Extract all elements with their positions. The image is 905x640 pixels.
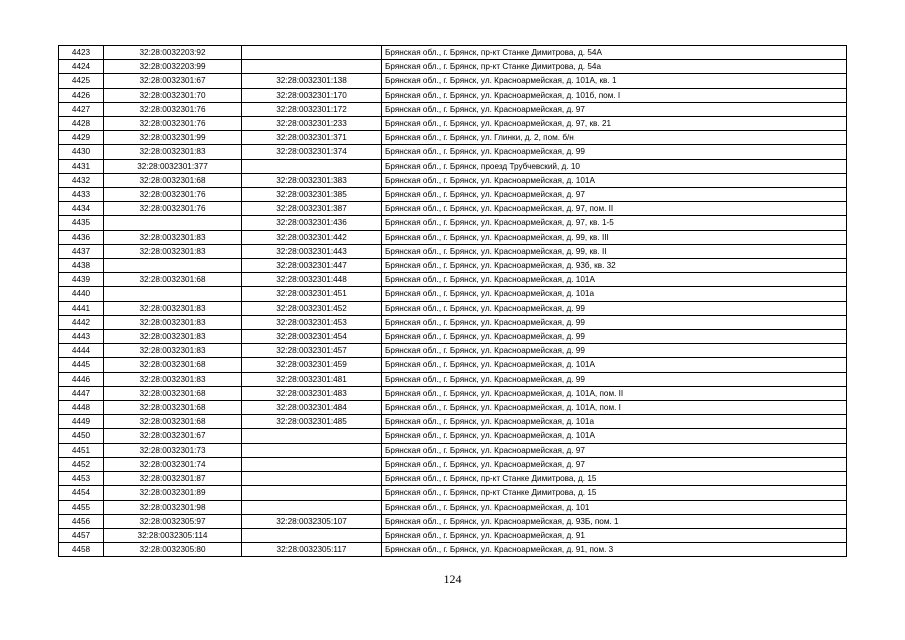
- building-cadastral-number-cell: 32:28:0032301:383: [242, 173, 382, 187]
- land-cadastral-number-cell: 32:28:0032301:74: [104, 457, 242, 471]
- row-number-cell: 4456: [59, 514, 104, 528]
- table-row: [59, 202, 847, 216]
- building-cadastral-number-cell: 32:28:0032305:117: [242, 543, 382, 557]
- building-cadastral-number-cell: [242, 443, 382, 457]
- row-number-cell: 4458: [59, 543, 104, 557]
- address-cell: Брянская обл., г. Брянск, проезд Трубчевский, д. 10: [382, 159, 847, 173]
- table-row: [59, 244, 847, 258]
- row-number-cell: 4455: [59, 500, 104, 514]
- address-cell: Брянская обл., г. Брянск, ул. Красноармейская, д. 101А, кв. 1: [382, 74, 847, 88]
- building-cadastral-number-cell: 32:28:0032301:481: [242, 372, 382, 386]
- building-cadastral-number-cell: 32:28:0032301:233: [242, 117, 382, 131]
- building-cadastral-number-cell: 32:28:0032301:172: [242, 102, 382, 116]
- land-cadastral-number-cell: 32:28:0032301:83: [104, 344, 242, 358]
- land-cadastral-number-cell: 32:28:0032301:83: [104, 315, 242, 329]
- building-cadastral-number-cell: 32:28:0032301:374: [242, 145, 382, 159]
- building-cadastral-number-cell: 32:28:0032301:485: [242, 415, 382, 429]
- building-cadastral-number-cell: [242, 429, 382, 443]
- table-row: [59, 500, 847, 514]
- land-cadastral-number-cell: 32:28:0032301:87: [104, 472, 242, 486]
- row-number-cell: 4436: [59, 230, 104, 244]
- table-row: [59, 131, 847, 145]
- land-cadastral-number-cell: 32:28:0032301:68: [104, 273, 242, 287]
- land-cadastral-number-cell: 32:28:0032301:68: [104, 358, 242, 372]
- address-cell: Брянская обл., г. Брянск, ул. Красноармейская, д. 101А: [382, 429, 847, 443]
- land-cadastral-number-cell: 32:28:0032301:68: [104, 386, 242, 400]
- table-row: [59, 74, 847, 88]
- table-row: [59, 429, 847, 443]
- table-row: [59, 117, 847, 131]
- address-cell: Брянская обл., г. Брянск, ул. Красноармейская, д. 99, кв. II: [382, 244, 847, 258]
- address-cell: Брянская обл., г. Брянск, ул. Красноармейская, д. 99: [382, 145, 847, 159]
- row-number-cell: 4424: [59, 60, 104, 74]
- table-row: [59, 401, 847, 415]
- table-row: [59, 330, 847, 344]
- row-number-cell: 4425: [59, 74, 104, 88]
- land-cadastral-number-cell: 32:28:0032301:76: [104, 102, 242, 116]
- row-number-cell: 4434: [59, 202, 104, 216]
- land-cadastral-number-cell: 32:28:0032301:377: [104, 159, 242, 173]
- table-row: [59, 46, 847, 60]
- table-row: [59, 301, 847, 315]
- table-row: [59, 372, 847, 386]
- address-cell: Брянская обл., г. Брянск, ул. Красноармейская, д. 101б, пом. I: [382, 88, 847, 102]
- table-row: [59, 230, 847, 244]
- land-cadastral-number-cell: 32:28:0032203:92: [104, 46, 242, 60]
- land-cadastral-number-cell: 32:28:0032305:80: [104, 543, 242, 557]
- building-cadastral-number-cell: 32:28:0032301:451: [242, 287, 382, 301]
- building-cadastral-number-cell: [242, 472, 382, 486]
- address-cell: Брянская обл., г. Брянск, ул. Красноармейская, д. 101А: [382, 358, 847, 372]
- building-cadastral-number-cell: 32:28:0032301:484: [242, 401, 382, 415]
- table-row: [59, 486, 847, 500]
- table-row: [59, 543, 847, 557]
- property-table-container: [58, 45, 847, 557]
- building-cadastral-number-cell: [242, 60, 382, 74]
- table-row: [59, 315, 847, 329]
- land-cadastral-number-cell: 32:28:0032301:73: [104, 443, 242, 457]
- address-cell: Брянская обл., г. Брянск, ул. Красноармейская, д. 99: [382, 301, 847, 315]
- address-cell: Брянская обл., г. Брянск, ул. Красноармейская, д. 99: [382, 344, 847, 358]
- building-cadastral-number-cell: [242, 486, 382, 500]
- building-cadastral-number-cell: 32:28:0032301:448: [242, 273, 382, 287]
- row-number-cell: 4427: [59, 102, 104, 116]
- address-cell: Брянская обл., г. Брянск, ул. Красноармейская, д. 91: [382, 528, 847, 542]
- building-cadastral-number-cell: 32:28:0032301:459: [242, 358, 382, 372]
- row-number-cell: 4432: [59, 173, 104, 187]
- table-row: [59, 173, 847, 187]
- table-row: [59, 358, 847, 372]
- table-row: [59, 102, 847, 116]
- row-number-cell: 4453: [59, 472, 104, 486]
- address-cell: Брянская обл., г. Брянск, ул. Красноармейская, д. 99, кв. III: [382, 230, 847, 244]
- page-number: 124: [443, 572, 462, 586]
- address-cell: Брянская обл., г. Брянск, ул. Красноармейская, д. 93б, кв. 32: [382, 259, 847, 273]
- address-cell: Брянская обл., г. Брянск, ул. Красноармейская, д. 97: [382, 457, 847, 471]
- table-row: [59, 287, 847, 301]
- building-cadastral-number-cell: [242, 457, 382, 471]
- building-cadastral-number-cell: 32:28:0032301:483: [242, 386, 382, 400]
- address-cell: Брянская обл., г. Брянск, ул. Красноармейская, д. 97: [382, 443, 847, 457]
- table-row: [59, 60, 847, 74]
- table-row: [59, 344, 847, 358]
- land-cadastral-number-cell: 32:28:0032301:67: [104, 429, 242, 443]
- property-table-body: [59, 46, 847, 557]
- row-number-cell: 4441: [59, 301, 104, 315]
- row-number-cell: 4450: [59, 429, 104, 443]
- building-cadastral-number-cell: [242, 159, 382, 173]
- table-row: [59, 514, 847, 528]
- address-cell: Брянская обл., г. Брянск, пр-кт Станке Димитрова, д. 54а: [382, 60, 847, 74]
- building-cadastral-number-cell: 32:28:0032301:138: [242, 74, 382, 88]
- row-number-cell: 4446: [59, 372, 104, 386]
- address-cell: Брянская обл., г. Брянск, ул. Красноармейская, д. 91, пом. 3: [382, 543, 847, 557]
- table-row: [59, 472, 847, 486]
- row-number-cell: 4452: [59, 457, 104, 471]
- address-cell: Брянская обл., г. Брянск, ул. Красноармейская, д. 101а: [382, 287, 847, 301]
- land-cadastral-number-cell: 32:28:0032301:70: [104, 88, 242, 102]
- row-number-cell: 4431: [59, 159, 104, 173]
- building-cadastral-number-cell: 32:28:0032301:170: [242, 88, 382, 102]
- address-cell: Брянская обл., г. Брянск, ул. Красноармейская, д. 99: [382, 315, 847, 329]
- property-table: [58, 45, 847, 557]
- table-row: [59, 88, 847, 102]
- land-cadastral-number-cell: 32:28:0032301:76: [104, 188, 242, 202]
- land-cadastral-number-cell: [104, 216, 242, 230]
- building-cadastral-number-cell: [242, 528, 382, 542]
- building-cadastral-number-cell: 32:28:0032301:387: [242, 202, 382, 216]
- land-cadastral-number-cell: 32:28:0032305:114: [104, 528, 242, 542]
- address-cell: Брянская обл., г. Брянск, ул. Красноармейская, д. 101А, пом. I: [382, 401, 847, 415]
- address-cell: Брянская обл., г. Брянск, ул. Красноармейская, д. 97, кв. 1-5: [382, 216, 847, 230]
- land-cadastral-number-cell: 32:28:0032301:98: [104, 500, 242, 514]
- row-number-cell: 4454: [59, 486, 104, 500]
- address-cell: Брянская обл., г. Брянск, ул. Глинки, д. 2, пом. б/н: [382, 131, 847, 145]
- row-number-cell: 4447: [59, 386, 104, 400]
- building-cadastral-number-cell: [242, 46, 382, 60]
- row-number-cell: 4437: [59, 244, 104, 258]
- table-row: [59, 259, 847, 273]
- address-cell: Брянская обл., г. Брянск, пр-кт Станке Димитрова, д. 15: [382, 472, 847, 486]
- building-cadastral-number-cell: 32:28:0032301:454: [242, 330, 382, 344]
- row-number-cell: 4430: [59, 145, 104, 159]
- table-row: [59, 216, 847, 230]
- table-row: [59, 415, 847, 429]
- table-row: [59, 528, 847, 542]
- table-row: [59, 273, 847, 287]
- building-cadastral-number-cell: 32:28:0032301:453: [242, 315, 382, 329]
- address-cell: Брянская обл., г. Брянск, ул. Красноармейская, д. 99: [382, 372, 847, 386]
- building-cadastral-number-cell: [242, 500, 382, 514]
- row-number-cell: 4457: [59, 528, 104, 542]
- land-cadastral-number-cell: 32:28:0032301:68: [104, 173, 242, 187]
- land-cadastral-number-cell: 32:28:0032301:83: [104, 372, 242, 386]
- land-cadastral-number-cell: 32:28:0032301:67: [104, 74, 242, 88]
- table-row: [59, 145, 847, 159]
- table-row: [59, 443, 847, 457]
- address-cell: Брянская обл., г. Брянск, ул. Красноармейская, д. 101А: [382, 273, 847, 287]
- row-number-cell: 4448: [59, 401, 104, 415]
- land-cadastral-number-cell: 32:28:0032305:97: [104, 514, 242, 528]
- land-cadastral-number-cell: 32:28:0032301:83: [104, 244, 242, 258]
- land-cadastral-number-cell: 32:28:0032301:99: [104, 131, 242, 145]
- building-cadastral-number-cell: 32:28:0032301:436: [242, 216, 382, 230]
- table-row: [59, 457, 847, 471]
- address-cell: Брянская обл., г. Брянск, ул. Красноармейская, д. 101А: [382, 173, 847, 187]
- land-cadastral-number-cell: 32:28:0032301:76: [104, 117, 242, 131]
- row-number-cell: 4445: [59, 358, 104, 372]
- address-cell: Брянская обл., г. Брянск, ул. Красноармейская, д. 101А, пом. II: [382, 386, 847, 400]
- land-cadastral-number-cell: 32:28:0032203:99: [104, 60, 242, 74]
- building-cadastral-number-cell: 32:28:0032301:457: [242, 344, 382, 358]
- building-cadastral-number-cell: 32:28:0032301:447: [242, 259, 382, 273]
- address-cell: Брянская обл., г. Брянск, ул. Красноармейская, д. 99: [382, 330, 847, 344]
- row-number-cell: 4428: [59, 117, 104, 131]
- address-cell: Брянская обл., г. Брянск, ул. Красноармейская, д. 97, пом. II: [382, 202, 847, 216]
- address-cell: Брянская обл., г. Брянск, ул. Красноармейская, д. 97, кв. 21: [382, 117, 847, 131]
- row-number-cell: 4444: [59, 344, 104, 358]
- row-number-cell: 4435: [59, 216, 104, 230]
- address-cell: Брянская обл., г. Брянск, ул. Красноармейская, д. 93Б, пом. 1: [382, 514, 847, 528]
- row-number-cell: 4438: [59, 259, 104, 273]
- address-cell: Брянская обл., г. Брянск, ул. Красноармейская, д. 101а: [382, 415, 847, 429]
- row-number-cell: 4423: [59, 46, 104, 60]
- land-cadastral-number-cell: 32:28:0032301:83: [104, 301, 242, 315]
- building-cadastral-number-cell: 32:28:0032301:385: [242, 188, 382, 202]
- row-number-cell: 4433: [59, 188, 104, 202]
- building-cadastral-number-cell: 32:28:0032301:442: [242, 230, 382, 244]
- row-number-cell: 4440: [59, 287, 104, 301]
- row-number-cell: 4443: [59, 330, 104, 344]
- row-number-cell: 4449: [59, 415, 104, 429]
- land-cadastral-number-cell: [104, 287, 242, 301]
- address-cell: Брянская обл., г. Брянск, ул. Красноармейская, д. 97: [382, 188, 847, 202]
- land-cadastral-number-cell: 32:28:0032301:89: [104, 486, 242, 500]
- building-cadastral-number-cell: 32:28:0032305:107: [242, 514, 382, 528]
- building-cadastral-number-cell: 32:28:0032301:443: [242, 244, 382, 258]
- land-cadastral-number-cell: 32:28:0032301:83: [104, 330, 242, 344]
- table-row: [59, 159, 847, 173]
- land-cadastral-number-cell: [104, 259, 242, 273]
- land-cadastral-number-cell: 32:28:0032301:83: [104, 230, 242, 244]
- land-cadastral-number-cell: 32:28:0032301:83: [104, 145, 242, 159]
- address-cell: Брянская обл., г. Брянск, ул. Красноармейская, д. 101: [382, 500, 847, 514]
- row-number-cell: 4442: [59, 315, 104, 329]
- table-row: [59, 188, 847, 202]
- address-cell: Брянская обл., г. Брянск, пр-кт Станке Димитрова, д. 15: [382, 486, 847, 500]
- row-number-cell: 4426: [59, 88, 104, 102]
- row-number-cell: 4451: [59, 443, 104, 457]
- land-cadastral-number-cell: 32:28:0032301:68: [104, 415, 242, 429]
- row-number-cell: 4439: [59, 273, 104, 287]
- land-cadastral-number-cell: 32:28:0032301:76: [104, 202, 242, 216]
- row-number-cell: 4429: [59, 131, 104, 145]
- land-cadastral-number-cell: 32:28:0032301:68: [104, 401, 242, 415]
- building-cadastral-number-cell: 32:28:0032301:371: [242, 131, 382, 145]
- building-cadastral-number-cell: 32:28:0032301:452: [242, 301, 382, 315]
- address-cell: Брянская обл., г. Брянск, пр-кт Станке Димитрова, д. 54А: [382, 46, 847, 60]
- address-cell: Брянская обл., г. Брянск, ул. Красноармейская, д. 97: [382, 102, 847, 116]
- table-row: [59, 386, 847, 400]
